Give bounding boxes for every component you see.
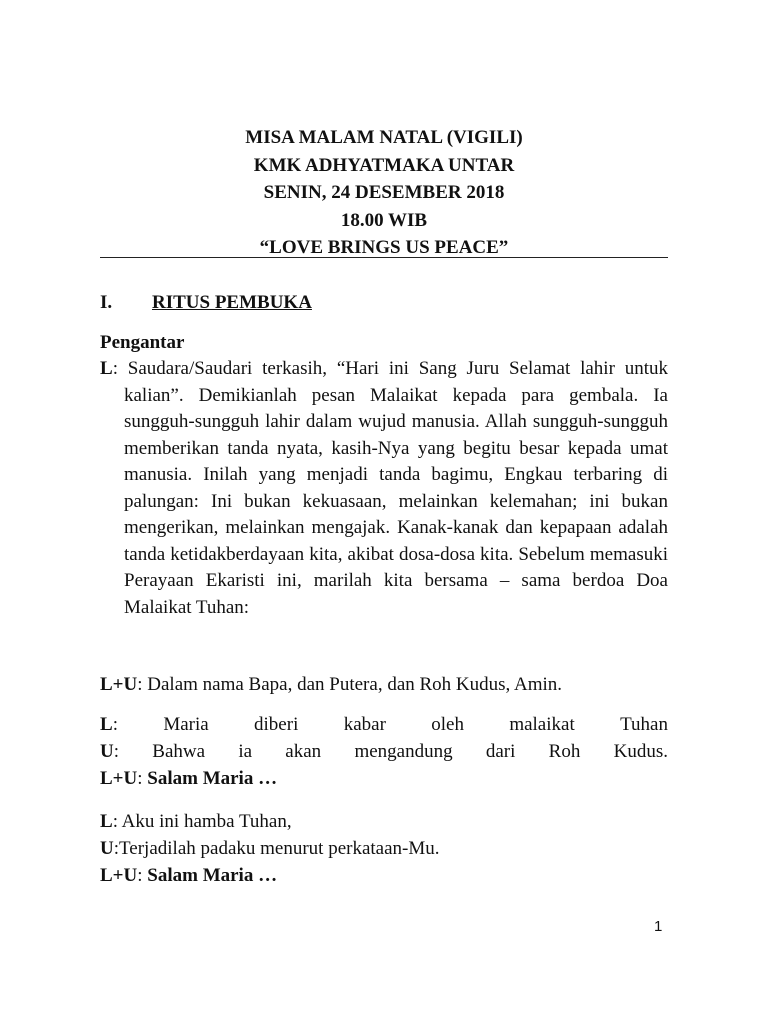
word: Kudus. bbox=[613, 741, 668, 762]
intro-text: : Saudara/Saudari terkasih, “Hari ini Sang Juru Selamat lahir untuk kalian”. Demikianlah pesan Malaikat kepada para gembala. Ia sungguh-sungguh lahir dalam wujud manusia. Allah sungguh-sungguh memberikan tanda nyata, kasih-Nya yang begitu besar kepada umat manusia. Inilah yang menjadi tanda bagimu, Engkau terbaring di palungan: Ini bukan kekuasaan, melainkan kelemahan; ini bukan mengerikan, melainkan mengajak. Kanak-kanak dan kepapaan adalah tanda ketidakberdayaan kita, akibat dosa-dosa kita. Sebelum memasuki Perayaan Ekaristi ini, marilah kita bersama – sama berdoa Doa Malaikat Tuhan: bbox=[112, 358, 668, 618]
title-line-3: SENIN, 24 DESEMBER 2018 bbox=[263, 182, 505, 203]
people-text: :Terjadilah padaku menurut perkataan-Mu. bbox=[113, 838, 440, 859]
prayer-text: Salam Maria … bbox=[147, 865, 278, 886]
word: malaikat bbox=[509, 714, 575, 735]
angelus-leader-line-1 bbox=[100, 712, 668, 739]
speaker-label: L+U bbox=[100, 865, 138, 886]
section-title: RITUS PEMBUKA bbox=[152, 292, 312, 313]
word: oleh bbox=[431, 714, 464, 735]
colon: : bbox=[137, 768, 148, 789]
word: Maria bbox=[163, 714, 209, 735]
opening-response bbox=[100, 672, 668, 699]
word: : bbox=[112, 714, 118, 735]
angelus-both-line-2 bbox=[100, 863, 668, 890]
title-line-2: KMK ADHYATMAKA UNTAR bbox=[253, 154, 515, 176]
section-heading bbox=[100, 290, 312, 316]
title-line-4: 18.00 WIB bbox=[340, 209, 428, 231]
leader-text: : Aku ini hamba Tuhan, bbox=[112, 811, 292, 832]
page-number: 1 bbox=[654, 918, 663, 935]
speaker-label: U bbox=[100, 838, 114, 859]
angelus-people-line-2 bbox=[100, 836, 668, 863]
title-block bbox=[100, 124, 668, 262]
speaker-label: L+U bbox=[100, 674, 138, 695]
word: Bahwa bbox=[152, 741, 206, 762]
intro-paragraph bbox=[100, 356, 668, 621]
speaker-label: U bbox=[100, 741, 114, 762]
word: akan bbox=[285, 741, 322, 762]
speaker-label: L+U bbox=[100, 768, 138, 789]
angelus-leader-line-2 bbox=[100, 809, 668, 836]
word: ia bbox=[238, 741, 253, 762]
subheading-pengantar: Pengantar bbox=[100, 332, 185, 353]
angelus-both-line-1 bbox=[100, 766, 668, 793]
response-text: : Dalam nama Bapa, dan Putera, dan Roh Kudus, Amin. bbox=[137, 674, 563, 695]
word: Roh bbox=[548, 741, 581, 762]
word: dari bbox=[485, 741, 516, 762]
word: kabar bbox=[343, 714, 386, 735]
word: diberi bbox=[254, 714, 299, 735]
word: : bbox=[113, 741, 120, 762]
word: mengandung bbox=[354, 741, 453, 762]
word: Tuhan bbox=[620, 714, 668, 735]
speaker-label: L bbox=[100, 714, 113, 735]
speaker-label: L bbox=[100, 811, 113, 832]
header-divider bbox=[100, 257, 668, 258]
angelus-people-line-1 bbox=[100, 739, 668, 766]
prayer-text: Salam Maria … bbox=[147, 768, 278, 789]
title-line-5: “LOVE BRINGS US PEACE” bbox=[259, 237, 509, 258]
title-line-1: MISA MALAM NATAL (VIGILI) bbox=[245, 127, 523, 148]
colon: : bbox=[137, 865, 148, 886]
speaker-label: L bbox=[100, 358, 113, 379]
section-number: I. bbox=[100, 292, 113, 313]
